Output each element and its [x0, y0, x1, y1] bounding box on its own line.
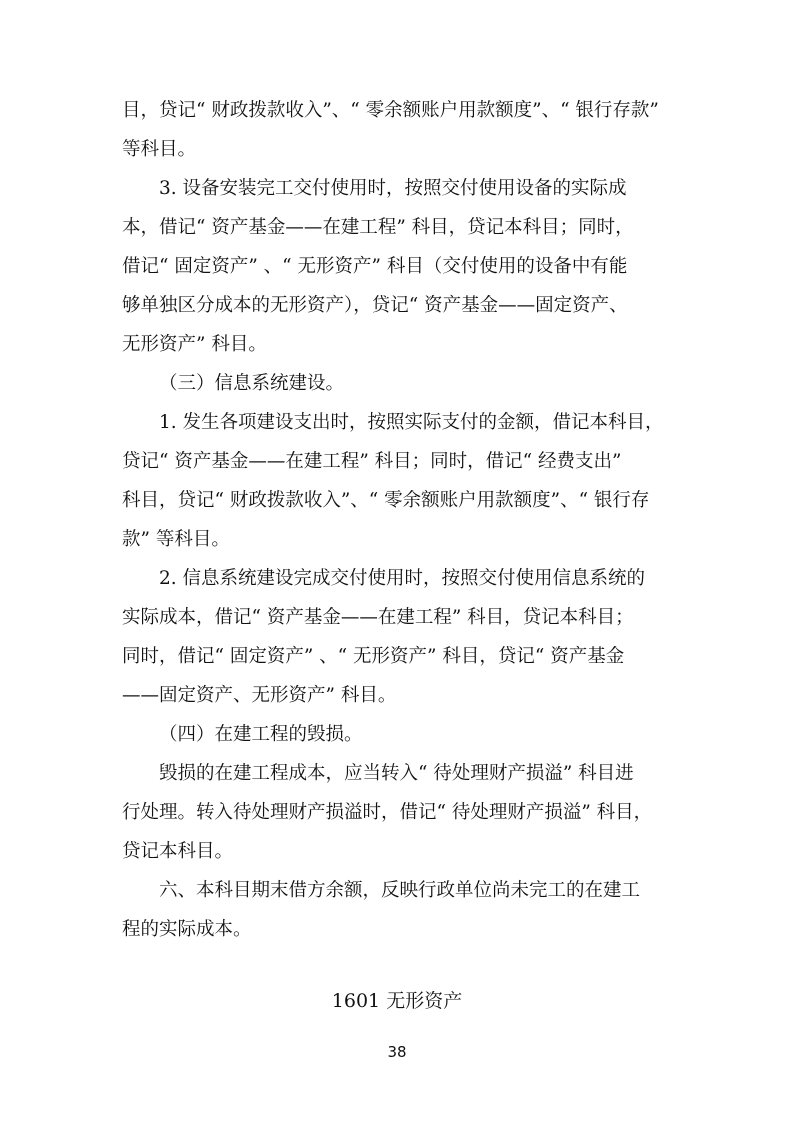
subheading: （三）信息系统建设。	[159, 373, 345, 394]
text-line: 六、本科目期末借方余额，反映行政单位尚未完工的在建工	[159, 880, 641, 901]
text-line: 3. 设备安装完工交付使用时，按照交付使用设备的实际成	[159, 178, 627, 199]
text-line: 同时，借记“ 固定资产” 、“ 无形资产” 科目，贷记“ 资产基金	[122, 646, 625, 667]
text-line: 贷记“ 资产基金——在建工程” 科目；同时，借记“ 经费支出”	[122, 451, 622, 472]
document-body	[122, 91, 674, 949]
text-line: 毁损的在建工程成本，应当转入“ 待处理财产损溢” 科目进	[159, 763, 634, 784]
text-line: 实际成本，借记“ 资产基金——在建工程” 科目，贷记本科目；	[122, 607, 634, 628]
text-line: 无形资产” 科目。	[122, 334, 267, 355]
subheading: （四）在建工程的毁损。	[159, 724, 363, 745]
page-number: 38	[387, 1043, 407, 1061]
text-line: 借记“ 固定资产” 、“ 无形资产” 科目（交付使用的设备中有能	[122, 256, 628, 277]
text-line: 1. 发生各项建设支出时，按照实际支付的金额，借记本科目，	[159, 412, 664, 433]
text-line: 贷记本科目。	[122, 841, 234, 862]
text-line: 程的实际成本。	[122, 919, 252, 940]
text-line: 款” 等科目。	[122, 529, 230, 550]
text-line: 科目，贷记“ 财政拨款收入”、“ 零余额账户用款额度”、“ 银行存	[122, 490, 650, 511]
section-title: 1601 无形资产	[331, 990, 463, 1012]
text-line: ——固定资产、无形资产” 科目。	[122, 685, 397, 706]
text-line: 够单独区分成本的无形资产），贷记“ 资产基金——固定资产、	[122, 295, 628, 316]
text-line: 2. 信息系统建设完成交付使用时，按照交付使用信息系统的	[159, 568, 646, 589]
text-line: 本，借记“ 资产基金——在建工程” 科目，贷记本科目；同时，	[122, 217, 634, 238]
text-line: 行处理。转入待处理财产损溢时，借记“ 待处理财产损溢” 科目，	[122, 802, 653, 823]
text-line: 目，贷记“ 财政拨款收入”、“ 零余额账户用款额度”、“ 银行存款”	[122, 100, 659, 121]
text-line: 等科目。	[122, 139, 197, 160]
